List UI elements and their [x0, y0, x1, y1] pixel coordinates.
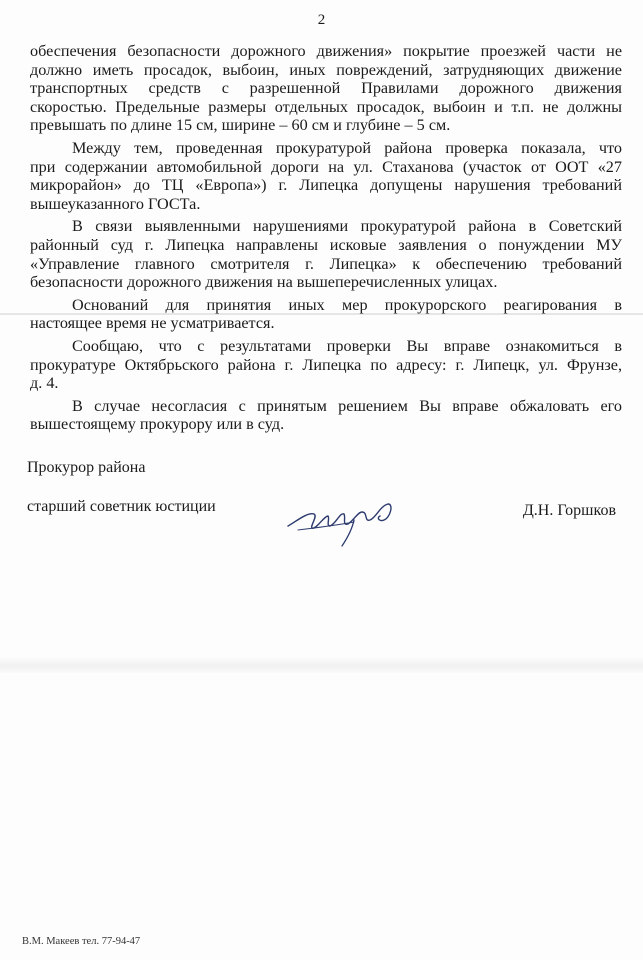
text-line: транспортных средств с разрешенной Правилами дорожного движения — [30, 79, 622, 98]
text-line: обеспечения безопасности дорожного движения» покрытие проезжей части не — [30, 42, 622, 60]
text-line: при содержании автомобильной дороги на ул. Стаханова (участок от ООТ «27 — [30, 157, 622, 176]
text-line: Сообщаю, что с результатами проверки Вы вправе ознакомиться в — [72, 336, 622, 355]
text-line: районный суд г. Липецка направлены исковые заявления о понуждении МУ — [30, 235, 622, 254]
text-line: безопасности дорожного движения на вышеперечисленных улицах. — [30, 273, 498, 292]
signatory-position: Прокурор района — [27, 459, 146, 476]
text-line: настоящее время не усматривается. — [30, 314, 275, 333]
text-line: В случае несогласия с принятым решением Вы вправе обжаловать его — [72, 396, 622, 415]
page-number: 2 — [317, 12, 326, 28]
text-line: микрорайон» до ТЦ «Европа») г. Липецка допущены нарушения требований — [30, 176, 622, 195]
paragraph — [30, 397, 622, 434]
text-line: «Управление главного смотрителя г. Липецка» к обеспечению требований — [30, 254, 622, 273]
text-line: Между тем, проведенная прокуратурой района проверка показала, что — [72, 138, 622, 157]
text-line: В связи выявленными нарушениями прокуратурой района в Советский — [72, 217, 622, 236]
handwritten-signature — [284, 490, 414, 550]
text-line: Оснований для принятия иных мер прокурорского реагирования в — [72, 295, 622, 314]
paragraph — [30, 42, 622, 135]
letter-body — [30, 42, 622, 438]
paragraph — [30, 296, 622, 333]
text-line: д. 4. — [30, 374, 59, 393]
text-line: вышеуказанного ГОСТа. — [30, 194, 201, 213]
executor-contact: В.М. Макеев тел. 77-94-47 — [22, 936, 141, 947]
text-line: должно иметь просадок, выбоин, иных повреждений, затрудняющих движение — [30, 60, 622, 79]
scan-fold-shadow — [0, 655, 643, 673]
paragraph — [30, 337, 622, 393]
paragraph — [30, 217, 622, 291]
signatory-name: Д.Н. Горшков — [522, 502, 616, 519]
text-line: скоростью. Предельные размеры отдельных просадок, выбоин и т.п. не должны — [30, 97, 622, 116]
text-line: вышестоящему прокурору или в суд. — [30, 415, 285, 434]
paragraph — [30, 139, 622, 213]
text-line: прокуратуре Октябрьского района г. Липецка по адресу: г. Липецк, ул. Фрунзе, — [30, 355, 622, 374]
text-line: превышать по длине 15 см, ширине – 60 см и глубине – 5 см. — [30, 116, 451, 135]
signatory-rank: старший советник юстиции — [27, 498, 216, 515]
